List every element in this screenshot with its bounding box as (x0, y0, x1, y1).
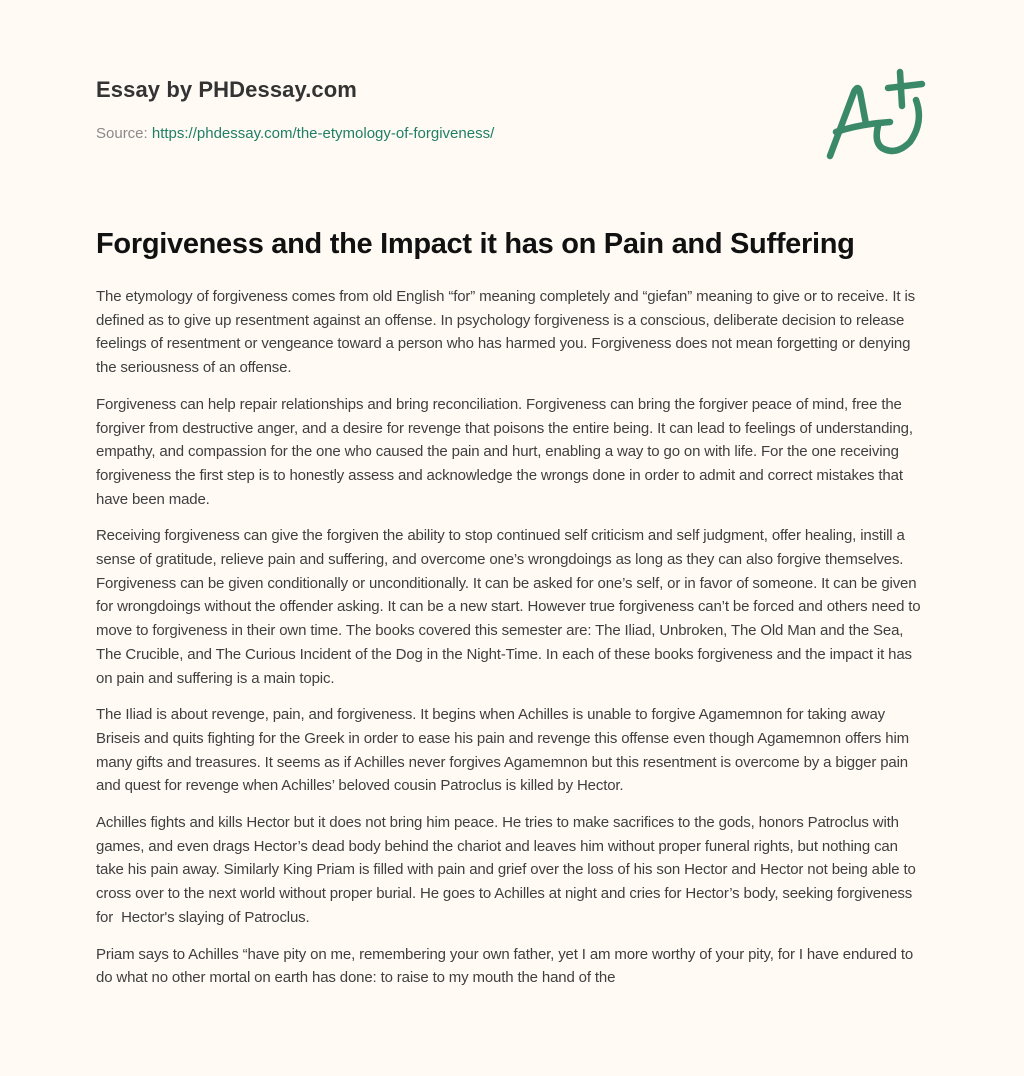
essay-paragraph: The Iliad is about revenge, pain, and forgiveness. It begins when Achilles is unable to forgive Agamemnon for taking away Briseis and quits fighting for the Greek in order to ease his pain and revenge this offense even though Agamemnon offers him many gifts and treasures. It seems as if Achilles never forgives Agamemnon but this resentment is overcome by a bigger pain and quest for revenge when Achilles’ beloved cousin Patroclus is killed by Hector. (96, 706, 910, 795)
essay-paragraph: Receiving forgiveness can give the forgiven the ability to stop continued self criticism and self judgment, offer healing, instill a sense of gratitude, relieve pain and suffering, and overcome one’s wrongdoings as long as they can also forgive themselves. Forgiveness can be given conditionally or unconditionally. It can be asked for one’s self, or in favor of someone. It can be given for wrongdoings without the offender asking. It can be a new start. However true forgiveness can’t be forced and others need to move to forgiveness in their own time. The books covered this semester are: The Iliad, Unbroken, The Old Man and the Sea, The Crucible, and The Curious Incident of the Dog in the Night-Time. In each of these books forgiveness and the impact it has on pain and suffering is a main topic. (96, 527, 921, 687)
site-title: Essay by PHDessay.com (96, 77, 357, 102)
essay-paragraph: The etymology of forgiveness comes from old English “for” meaning completely and “giefan” meaning to give or to receive. It is defined as to give up resentment against an offense. In psychology forgiveness is a conscious, deliberate decision to release feelings of resentment or vengeance toward a person who has harmed you. Forgiveness does not mean forgetting or denying the seriousness of an offense. (96, 288, 915, 377)
page-header (96, 74, 856, 144)
source-link[interactable]: https://phdessay.com/the-etymology-of-forgiveness/ (151, 125, 495, 142)
essay-body (96, 285, 926, 1003)
essay-title: Forgiveness and the Impact it has on Pain and Suffering (96, 228, 855, 260)
essay-paragraph: Forgiveness can help repair relationships and bring reconciliation. Forgiveness can bring the forgiver peace of mind, free the forgiver from destructive anger, and a desire for revenge that poisons the entire being. It can lead to feelings of understanding, empathy, and compassion for the one who caused the pain and hurt, enabling a way to go on with life. For the one receiving forgiveness the first step is to honestly assess and acknowledge the wrongs done in order to admit and correct mistakes that have been made. (96, 395, 913, 508)
a-plus-grade-icon (820, 62, 930, 166)
source-line (96, 124, 856, 144)
essay-paragraph: Priam says to Achilles “have pity on me, remembering your own father, yet I am more worthy of your pity, for I have endured to do what no other mortal on earth has done: to raise to my mouth the hand of the (96, 945, 914, 987)
source-label: Source: (96, 125, 148, 142)
essay-paragraph: Achilles fights and kills Hector but it does not bring him peace. He tries to make sacrifices to the gods, honors Patroclus with games, and even drags Hector’s dead body behind the chariot and leaves him without proper funeral rights, but nothing can take his pain away. Similarly King Priam is filled with pain and grief over the loss of his son Hector and Hector not being able to cross over to the next world without proper burial. He goes to Achilles at night and cries for Hector’s body, seeking forgiveness for Hector's slaying of Patroclus. (96, 814, 916, 926)
